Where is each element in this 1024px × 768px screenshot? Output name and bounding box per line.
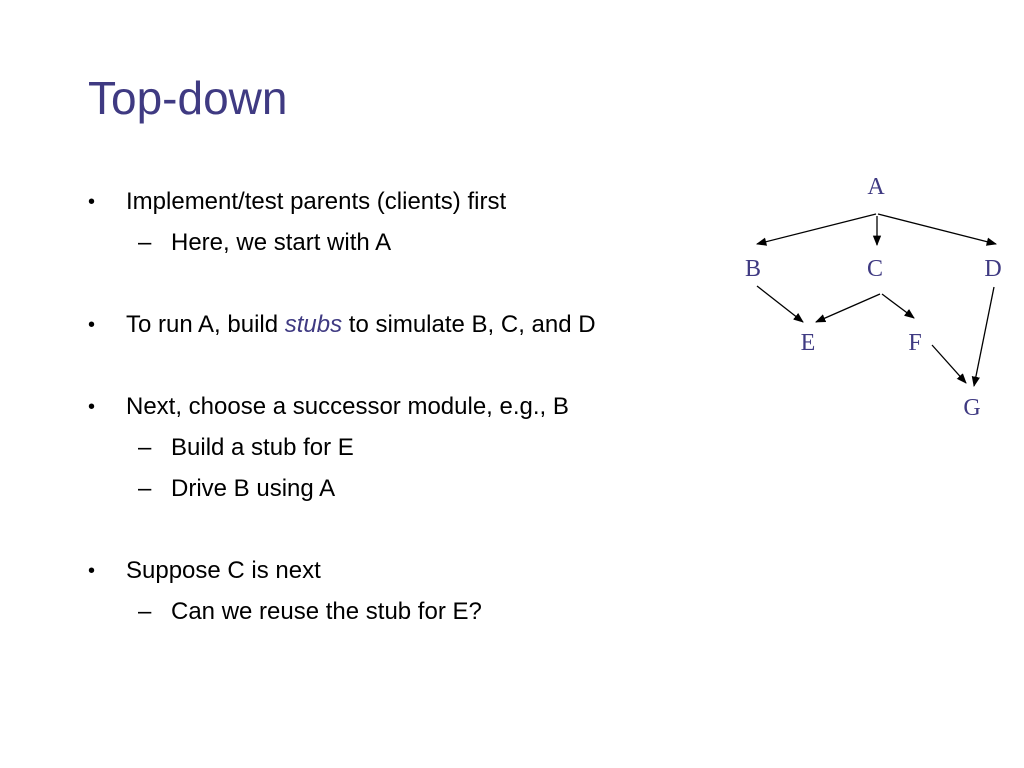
node-f: F [908, 330, 922, 356]
slide-title: Top-down [88, 72, 288, 124]
node-g: G [963, 395, 981, 421]
bullet-4-sub-1: Can we reuse the stub for E? [171, 598, 482, 625]
bullet-2-emphasis: stubs [284, 311, 343, 338]
bullet-1-text: Implement/test parents (clients) first [126, 188, 507, 215]
bullet-marker: • [88, 396, 96, 418]
bullet-1-sub-1: Here, we start with A [171, 229, 392, 256]
dash-marker: – [138, 598, 152, 625]
bullet-3-text: Next, choose a successor module, e.g., B [126, 393, 569, 420]
bullet-3-sub-1: Build a stub for E [171, 434, 354, 461]
edge-b-e [757, 286, 803, 322]
edge-f-g [932, 345, 966, 383]
bullet-marker: • [88, 191, 96, 213]
node-a: A [867, 174, 885, 200]
edge-a-d [878, 214, 996, 244]
bullet-2-text [126, 310, 596, 340]
edge-c-e [816, 294, 880, 322]
node-c: C [866, 256, 884, 282]
edge-c-f [882, 294, 914, 318]
bullet-2-post: to simulate B, C, and D [342, 311, 596, 338]
bullet-marker: • [88, 560, 96, 582]
dash-marker: – [138, 229, 152, 256]
bullet-4-text: Suppose C is next [126, 557, 321, 584]
node-e: E [800, 330, 816, 356]
module-dependency-diagram [720, 160, 1020, 440]
node-d: D [984, 256, 1002, 282]
edge-a-b [757, 214, 876, 244]
bullet-3-sub-2: Drive B using A [171, 475, 336, 502]
dash-marker: – [138, 475, 152, 502]
edge-d-g [974, 287, 994, 386]
node-b: B [744, 256, 762, 282]
bullet-2-pre: To run A, build [126, 311, 285, 338]
dash-marker: – [138, 434, 152, 461]
bullet-marker: • [88, 314, 96, 336]
